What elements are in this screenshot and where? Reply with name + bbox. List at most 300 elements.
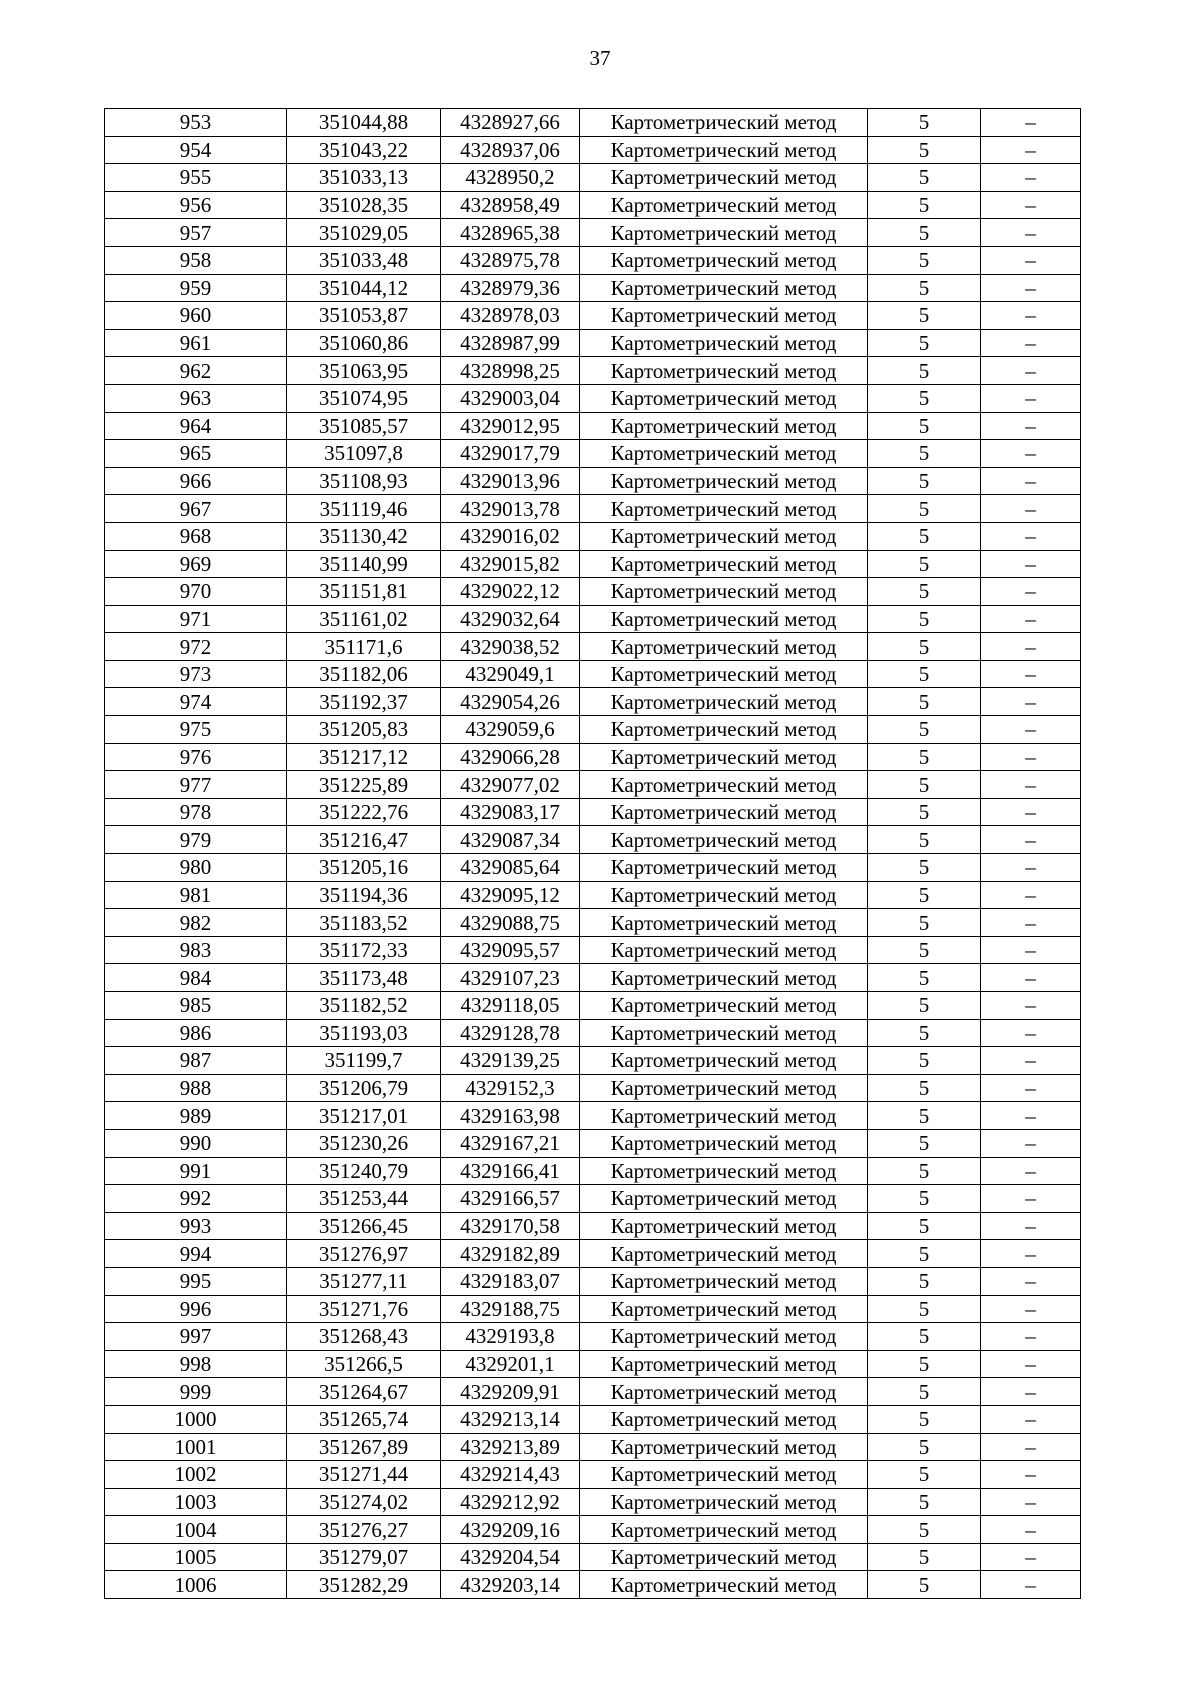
point-number-cell: 982 bbox=[105, 909, 287, 937]
table-row bbox=[105, 1516, 1081, 1544]
method-cell: Картометрический метод bbox=[580, 909, 868, 937]
y-coordinate-cell: 4329087,34 bbox=[441, 826, 580, 854]
description-cell: – bbox=[981, 412, 1081, 440]
point-number-cell: 997 bbox=[105, 1323, 287, 1351]
x-coordinate-cell: 351063,95 bbox=[287, 357, 441, 385]
x-coordinate-cell: 351173,48 bbox=[287, 964, 441, 992]
accuracy-cell: 5 bbox=[868, 219, 981, 247]
table-row bbox=[105, 1295, 1081, 1323]
point-number-cell: 967 bbox=[105, 495, 287, 523]
description-cell: – bbox=[981, 302, 1081, 330]
x-coordinate-cell: 351276,27 bbox=[287, 1516, 441, 1544]
accuracy-cell: 5 bbox=[868, 1433, 981, 1461]
point-number-cell: 956 bbox=[105, 191, 287, 219]
description-cell: – bbox=[981, 605, 1081, 633]
table-row bbox=[105, 660, 1081, 688]
description-cell: – bbox=[981, 1074, 1081, 1102]
accuracy-cell: 5 bbox=[868, 964, 981, 992]
point-number-cell: 986 bbox=[105, 1019, 287, 1047]
description-cell: – bbox=[981, 191, 1081, 219]
method-cell: Картометрический метод bbox=[580, 578, 868, 606]
description-cell: – bbox=[981, 1212, 1081, 1240]
table-row bbox=[105, 191, 1081, 219]
method-cell: Картометрический метод bbox=[580, 191, 868, 219]
accuracy-cell: 5 bbox=[868, 881, 981, 909]
y-coordinate-cell: 4329085,64 bbox=[441, 854, 580, 882]
table-row bbox=[105, 798, 1081, 826]
description-cell: – bbox=[981, 1516, 1081, 1544]
x-coordinate-cell: 351194,36 bbox=[287, 881, 441, 909]
method-cell: Картометрический метод bbox=[580, 1433, 868, 1461]
y-coordinate-cell: 4329166,41 bbox=[441, 1157, 580, 1185]
point-number-cell: 980 bbox=[105, 854, 287, 882]
description-cell: – bbox=[981, 467, 1081, 495]
x-coordinate-cell: 351171,6 bbox=[287, 633, 441, 661]
y-coordinate-cell: 4329012,95 bbox=[441, 412, 580, 440]
accuracy-cell: 5 bbox=[868, 1323, 981, 1351]
x-coordinate-cell: 351205,83 bbox=[287, 716, 441, 744]
accuracy-cell: 5 bbox=[868, 1295, 981, 1323]
table-row bbox=[105, 854, 1081, 882]
accuracy-cell: 5 bbox=[868, 329, 981, 357]
y-coordinate-cell: 4329152,3 bbox=[441, 1074, 580, 1102]
method-cell: Картометрический метод bbox=[580, 1543, 868, 1571]
y-coordinate-cell: 4329183,07 bbox=[441, 1267, 580, 1295]
accuracy-cell: 5 bbox=[868, 440, 981, 468]
y-coordinate-cell: 4329128,78 bbox=[441, 1019, 580, 1047]
point-number-cell: 1004 bbox=[105, 1516, 287, 1544]
method-cell: Картометрический метод bbox=[580, 716, 868, 744]
accuracy-cell: 5 bbox=[868, 495, 981, 523]
x-coordinate-cell: 351161,02 bbox=[287, 605, 441, 633]
description-cell: – bbox=[981, 798, 1081, 826]
x-coordinate-cell: 351033,13 bbox=[287, 164, 441, 192]
method-cell: Картометрический метод bbox=[580, 881, 868, 909]
x-coordinate-cell: 351268,43 bbox=[287, 1323, 441, 1351]
table-row bbox=[105, 578, 1081, 606]
point-number-cell: 964 bbox=[105, 412, 287, 440]
method-cell: Картометрический метод bbox=[580, 495, 868, 523]
x-coordinate-cell: 351140,99 bbox=[287, 550, 441, 578]
description-cell: – bbox=[981, 1571, 1081, 1599]
description-cell: – bbox=[981, 246, 1081, 274]
description-cell: – bbox=[981, 1350, 1081, 1378]
description-cell: – bbox=[981, 550, 1081, 578]
description-cell: – bbox=[981, 1405, 1081, 1433]
method-cell: Картометрический метод bbox=[580, 1516, 868, 1544]
accuracy-cell: 5 bbox=[868, 412, 981, 440]
table-row bbox=[105, 936, 1081, 964]
description-cell: – bbox=[981, 1047, 1081, 1075]
y-coordinate-cell: 4328998,25 bbox=[441, 357, 580, 385]
y-coordinate-cell: 4329083,17 bbox=[441, 798, 580, 826]
method-cell: Картометрический метод bbox=[580, 1157, 868, 1185]
point-number-cell: 974 bbox=[105, 688, 287, 716]
y-coordinate-cell: 4329213,14 bbox=[441, 1405, 580, 1433]
accuracy-cell: 5 bbox=[868, 936, 981, 964]
description-cell: – bbox=[981, 688, 1081, 716]
table-row bbox=[105, 329, 1081, 357]
method-cell: Картометрический метод bbox=[580, 771, 868, 799]
x-coordinate-cell: 351205,16 bbox=[287, 854, 441, 882]
x-coordinate-cell: 351172,33 bbox=[287, 936, 441, 964]
point-number-cell: 971 bbox=[105, 605, 287, 633]
table-row bbox=[105, 357, 1081, 385]
x-coordinate-cell: 351271,44 bbox=[287, 1461, 441, 1489]
point-number-cell: 999 bbox=[105, 1378, 287, 1406]
x-coordinate-cell: 351044,12 bbox=[287, 274, 441, 302]
accuracy-cell: 5 bbox=[868, 1516, 981, 1544]
point-number-cell: 1006 bbox=[105, 1571, 287, 1599]
method-cell: Картометрический метод bbox=[580, 274, 868, 302]
point-number-cell: 984 bbox=[105, 964, 287, 992]
accuracy-cell: 5 bbox=[868, 1047, 981, 1075]
description-cell: – bbox=[981, 992, 1081, 1020]
table-row bbox=[105, 1129, 1081, 1157]
y-coordinate-cell: 4329003,04 bbox=[441, 384, 580, 412]
table-row bbox=[105, 384, 1081, 412]
point-number-cell: 954 bbox=[105, 136, 287, 164]
method-cell: Картометрический метод bbox=[580, 109, 868, 137]
description-cell: – bbox=[981, 826, 1081, 854]
x-coordinate-cell: 351182,06 bbox=[287, 660, 441, 688]
accuracy-cell: 5 bbox=[868, 467, 981, 495]
method-cell: Картометрический метод bbox=[580, 1185, 868, 1213]
x-coordinate-cell: 351279,07 bbox=[287, 1543, 441, 1571]
method-cell: Картометрический метод bbox=[580, 357, 868, 385]
accuracy-cell: 5 bbox=[868, 1350, 981, 1378]
y-coordinate-cell: 4329201,1 bbox=[441, 1350, 580, 1378]
accuracy-cell: 5 bbox=[868, 384, 981, 412]
accuracy-cell: 5 bbox=[868, 1405, 981, 1433]
coordinates-table-body bbox=[105, 109, 1081, 1599]
table-row bbox=[105, 1461, 1081, 1489]
method-cell: Картометрический метод bbox=[580, 302, 868, 330]
x-coordinate-cell: 351216,47 bbox=[287, 826, 441, 854]
y-coordinate-cell: 4329077,02 bbox=[441, 771, 580, 799]
x-coordinate-cell: 351108,93 bbox=[287, 467, 441, 495]
point-number-cell: 969 bbox=[105, 550, 287, 578]
y-coordinate-cell: 4329214,43 bbox=[441, 1461, 580, 1489]
y-coordinate-cell: 4329193,8 bbox=[441, 1323, 580, 1351]
x-coordinate-cell: 351085,57 bbox=[287, 412, 441, 440]
y-coordinate-cell: 4329049,1 bbox=[441, 660, 580, 688]
method-cell: Картометрический метод bbox=[580, 1405, 868, 1433]
method-cell: Картометрический метод bbox=[580, 1488, 868, 1516]
table-row bbox=[105, 1240, 1081, 1268]
description-cell: – bbox=[981, 743, 1081, 771]
accuracy-cell: 5 bbox=[868, 522, 981, 550]
table-row bbox=[105, 1405, 1081, 1433]
method-cell: Картометрический метод bbox=[580, 1102, 868, 1130]
description-cell: – bbox=[981, 854, 1081, 882]
description-cell: – bbox=[981, 1185, 1081, 1213]
description-cell: – bbox=[981, 1295, 1081, 1323]
point-number-cell: 985 bbox=[105, 992, 287, 1020]
point-number-cell: 953 bbox=[105, 109, 287, 137]
table-row bbox=[105, 826, 1081, 854]
table-row bbox=[105, 1019, 1081, 1047]
y-coordinate-cell: 4328987,99 bbox=[441, 329, 580, 357]
description-cell: – bbox=[981, 578, 1081, 606]
method-cell: Картометрический метод bbox=[580, 660, 868, 688]
y-coordinate-cell: 4328965,38 bbox=[441, 219, 580, 247]
method-cell: Картометрический метод bbox=[580, 1019, 868, 1047]
method-cell: Картометрический метод bbox=[580, 136, 868, 164]
point-number-cell: 993 bbox=[105, 1212, 287, 1240]
table-row bbox=[105, 743, 1081, 771]
x-coordinate-cell: 351274,02 bbox=[287, 1488, 441, 1516]
point-number-cell: 1001 bbox=[105, 1433, 287, 1461]
y-coordinate-cell: 4329015,82 bbox=[441, 550, 580, 578]
point-number-cell: 962 bbox=[105, 357, 287, 385]
description-cell: – bbox=[981, 274, 1081, 302]
accuracy-cell: 5 bbox=[868, 164, 981, 192]
accuracy-cell: 5 bbox=[868, 771, 981, 799]
point-number-cell: 965 bbox=[105, 440, 287, 468]
description-cell: – bbox=[981, 1019, 1081, 1047]
accuracy-cell: 5 bbox=[868, 550, 981, 578]
description-cell: – bbox=[981, 936, 1081, 964]
accuracy-cell: 5 bbox=[868, 246, 981, 274]
y-coordinate-cell: 4329038,52 bbox=[441, 633, 580, 661]
table-row bbox=[105, 964, 1081, 992]
x-coordinate-cell: 351277,11 bbox=[287, 1267, 441, 1295]
table-row bbox=[105, 1571, 1081, 1599]
accuracy-cell: 5 bbox=[868, 992, 981, 1020]
x-coordinate-cell: 351282,29 bbox=[287, 1571, 441, 1599]
method-cell: Картометрический метод bbox=[580, 219, 868, 247]
description-cell: – bbox=[981, 329, 1081, 357]
accuracy-cell: 5 bbox=[868, 1074, 981, 1102]
y-coordinate-cell: 4329139,25 bbox=[441, 1047, 580, 1075]
table-row bbox=[105, 1185, 1081, 1213]
x-coordinate-cell: 351182,52 bbox=[287, 992, 441, 1020]
table-row bbox=[105, 1488, 1081, 1516]
point-number-cell: 991 bbox=[105, 1157, 287, 1185]
y-coordinate-cell: 4328927,66 bbox=[441, 109, 580, 137]
y-coordinate-cell: 4329013,78 bbox=[441, 495, 580, 523]
description-cell: – bbox=[981, 109, 1081, 137]
table-row bbox=[105, 633, 1081, 661]
description-cell: – bbox=[981, 964, 1081, 992]
point-number-cell: 957 bbox=[105, 219, 287, 247]
accuracy-cell: 5 bbox=[868, 826, 981, 854]
y-coordinate-cell: 4329166,57 bbox=[441, 1185, 580, 1213]
point-number-cell: 994 bbox=[105, 1240, 287, 1268]
table-row bbox=[105, 1433, 1081, 1461]
point-number-cell: 981 bbox=[105, 881, 287, 909]
method-cell: Картометрический метод bbox=[580, 467, 868, 495]
table-row bbox=[105, 412, 1081, 440]
method-cell: Картометрический метод bbox=[580, 826, 868, 854]
method-cell: Картометрический метод bbox=[580, 936, 868, 964]
method-cell: Картометрический метод bbox=[580, 1047, 868, 1075]
point-number-cell: 966 bbox=[105, 467, 287, 495]
accuracy-cell: 5 bbox=[868, 909, 981, 937]
description-cell: – bbox=[981, 522, 1081, 550]
y-coordinate-cell: 4328937,06 bbox=[441, 136, 580, 164]
table-row bbox=[105, 136, 1081, 164]
description-cell: – bbox=[981, 1129, 1081, 1157]
method-cell: Картометрический метод bbox=[580, 1129, 868, 1157]
method-cell: Картометрический метод bbox=[580, 1267, 868, 1295]
point-number-cell: 992 bbox=[105, 1185, 287, 1213]
x-coordinate-cell: 351230,26 bbox=[287, 1129, 441, 1157]
table-row bbox=[105, 550, 1081, 578]
description-cell: – bbox=[981, 881, 1081, 909]
x-coordinate-cell: 351028,35 bbox=[287, 191, 441, 219]
y-coordinate-cell: 4329118,05 bbox=[441, 992, 580, 1020]
x-coordinate-cell: 351217,01 bbox=[287, 1102, 441, 1130]
table-row bbox=[105, 771, 1081, 799]
x-coordinate-cell: 351276,97 bbox=[287, 1240, 441, 1268]
x-coordinate-cell: 351264,67 bbox=[287, 1378, 441, 1406]
x-coordinate-cell: 351130,42 bbox=[287, 522, 441, 550]
method-cell: Картометрический метод bbox=[580, 1295, 868, 1323]
coordinates-table bbox=[104, 108, 1081, 1599]
description-cell: – bbox=[981, 1267, 1081, 1295]
table-row bbox=[105, 274, 1081, 302]
description-cell: – bbox=[981, 771, 1081, 799]
table-row bbox=[105, 219, 1081, 247]
accuracy-cell: 5 bbox=[868, 1267, 981, 1295]
x-coordinate-cell: 351266,5 bbox=[287, 1350, 441, 1378]
point-number-cell: 998 bbox=[105, 1350, 287, 1378]
table-row bbox=[105, 495, 1081, 523]
table-row bbox=[105, 1212, 1081, 1240]
accuracy-cell: 5 bbox=[868, 798, 981, 826]
description-cell: – bbox=[981, 164, 1081, 192]
point-number-cell: 959 bbox=[105, 274, 287, 302]
point-number-cell: 989 bbox=[105, 1102, 287, 1130]
description-cell: – bbox=[981, 1378, 1081, 1406]
y-coordinate-cell: 4328979,36 bbox=[441, 274, 580, 302]
accuracy-cell: 5 bbox=[868, 302, 981, 330]
y-coordinate-cell: 4328978,03 bbox=[441, 302, 580, 330]
accuracy-cell: 5 bbox=[868, 743, 981, 771]
table-row bbox=[105, 992, 1081, 1020]
method-cell: Картометрический метод bbox=[580, 384, 868, 412]
table-row bbox=[105, 605, 1081, 633]
table-row bbox=[105, 1157, 1081, 1185]
table-row bbox=[105, 909, 1081, 937]
method-cell: Картометрический метод bbox=[580, 550, 868, 578]
x-coordinate-cell: 351033,48 bbox=[287, 246, 441, 274]
table-row bbox=[105, 467, 1081, 495]
x-coordinate-cell: 351206,79 bbox=[287, 1074, 441, 1102]
accuracy-cell: 5 bbox=[868, 633, 981, 661]
accuracy-cell: 5 bbox=[868, 274, 981, 302]
accuracy-cell: 5 bbox=[868, 1212, 981, 1240]
x-coordinate-cell: 351053,87 bbox=[287, 302, 441, 330]
table-row bbox=[105, 1267, 1081, 1295]
method-cell: Картометрический метод bbox=[580, 1461, 868, 1489]
accuracy-cell: 5 bbox=[868, 854, 981, 882]
accuracy-cell: 5 bbox=[868, 660, 981, 688]
x-coordinate-cell: 351222,76 bbox=[287, 798, 441, 826]
description-cell: – bbox=[981, 357, 1081, 385]
method-cell: Картометрический метод bbox=[580, 1378, 868, 1406]
method-cell: Картометрический метод bbox=[580, 798, 868, 826]
y-coordinate-cell: 4328975,78 bbox=[441, 246, 580, 274]
x-coordinate-cell: 351266,45 bbox=[287, 1212, 441, 1240]
accuracy-cell: 5 bbox=[868, 1019, 981, 1047]
method-cell: Картометрический метод bbox=[580, 1571, 868, 1599]
y-coordinate-cell: 4329095,57 bbox=[441, 936, 580, 964]
table-row bbox=[105, 1350, 1081, 1378]
accuracy-cell: 5 bbox=[868, 1157, 981, 1185]
table-row bbox=[105, 1074, 1081, 1102]
accuracy-cell: 5 bbox=[868, 1185, 981, 1213]
method-cell: Картометрический метод bbox=[580, 440, 868, 468]
x-coordinate-cell: 351044,88 bbox=[287, 109, 441, 137]
x-coordinate-cell: 351265,74 bbox=[287, 1405, 441, 1433]
accuracy-cell: 5 bbox=[868, 1102, 981, 1130]
point-number-cell: 983 bbox=[105, 936, 287, 964]
method-cell: Картометрический метод bbox=[580, 992, 868, 1020]
y-coordinate-cell: 4329182,89 bbox=[441, 1240, 580, 1268]
method-cell: Картометрический метод bbox=[580, 688, 868, 716]
y-coordinate-cell: 4329203,14 bbox=[441, 1571, 580, 1599]
method-cell: Картометрический метод bbox=[580, 412, 868, 440]
y-coordinate-cell: 4329209,91 bbox=[441, 1378, 580, 1406]
description-cell: – bbox=[981, 1461, 1081, 1489]
y-coordinate-cell: 4329167,21 bbox=[441, 1129, 580, 1157]
accuracy-cell: 5 bbox=[868, 109, 981, 137]
method-cell: Картометрический метод bbox=[580, 164, 868, 192]
y-coordinate-cell: 4329204,54 bbox=[441, 1543, 580, 1571]
accuracy-cell: 5 bbox=[868, 1571, 981, 1599]
x-coordinate-cell: 351271,76 bbox=[287, 1295, 441, 1323]
method-cell: Картометрический метод bbox=[580, 964, 868, 992]
accuracy-cell: 5 bbox=[868, 1543, 981, 1571]
point-number-cell: 1002 bbox=[105, 1461, 287, 1489]
accuracy-cell: 5 bbox=[868, 1240, 981, 1268]
point-number-cell: 979 bbox=[105, 826, 287, 854]
description-cell: – bbox=[981, 909, 1081, 937]
point-number-cell: 987 bbox=[105, 1047, 287, 1075]
y-coordinate-cell: 4328958,49 bbox=[441, 191, 580, 219]
method-cell: Картометрический метод bbox=[580, 1240, 868, 1268]
point-number-cell: 955 bbox=[105, 164, 287, 192]
method-cell: Картометрический метод bbox=[580, 522, 868, 550]
point-number-cell: 1005 bbox=[105, 1543, 287, 1571]
point-number-cell: 958 bbox=[105, 246, 287, 274]
method-cell: Картометрический метод bbox=[580, 329, 868, 357]
y-coordinate-cell: 4329163,98 bbox=[441, 1102, 580, 1130]
y-coordinate-cell: 4329188,75 bbox=[441, 1295, 580, 1323]
x-coordinate-cell: 351267,89 bbox=[287, 1433, 441, 1461]
accuracy-cell: 5 bbox=[868, 191, 981, 219]
x-coordinate-cell: 351199,7 bbox=[287, 1047, 441, 1075]
accuracy-cell: 5 bbox=[868, 1378, 981, 1406]
description-cell: – bbox=[981, 384, 1081, 412]
point-number-cell: 968 bbox=[105, 522, 287, 550]
table-row bbox=[105, 246, 1081, 274]
x-coordinate-cell: 351060,86 bbox=[287, 329, 441, 357]
point-number-cell: 978 bbox=[105, 798, 287, 826]
accuracy-cell: 5 bbox=[868, 1488, 981, 1516]
point-number-cell: 975 bbox=[105, 716, 287, 744]
page-number: 37 bbox=[589, 46, 611, 70]
y-coordinate-cell: 4329213,89 bbox=[441, 1433, 580, 1461]
description-cell: – bbox=[981, 440, 1081, 468]
point-number-cell: 961 bbox=[105, 329, 287, 357]
description-cell: – bbox=[981, 1157, 1081, 1185]
description-cell: – bbox=[981, 1488, 1081, 1516]
point-number-cell: 963 bbox=[105, 384, 287, 412]
